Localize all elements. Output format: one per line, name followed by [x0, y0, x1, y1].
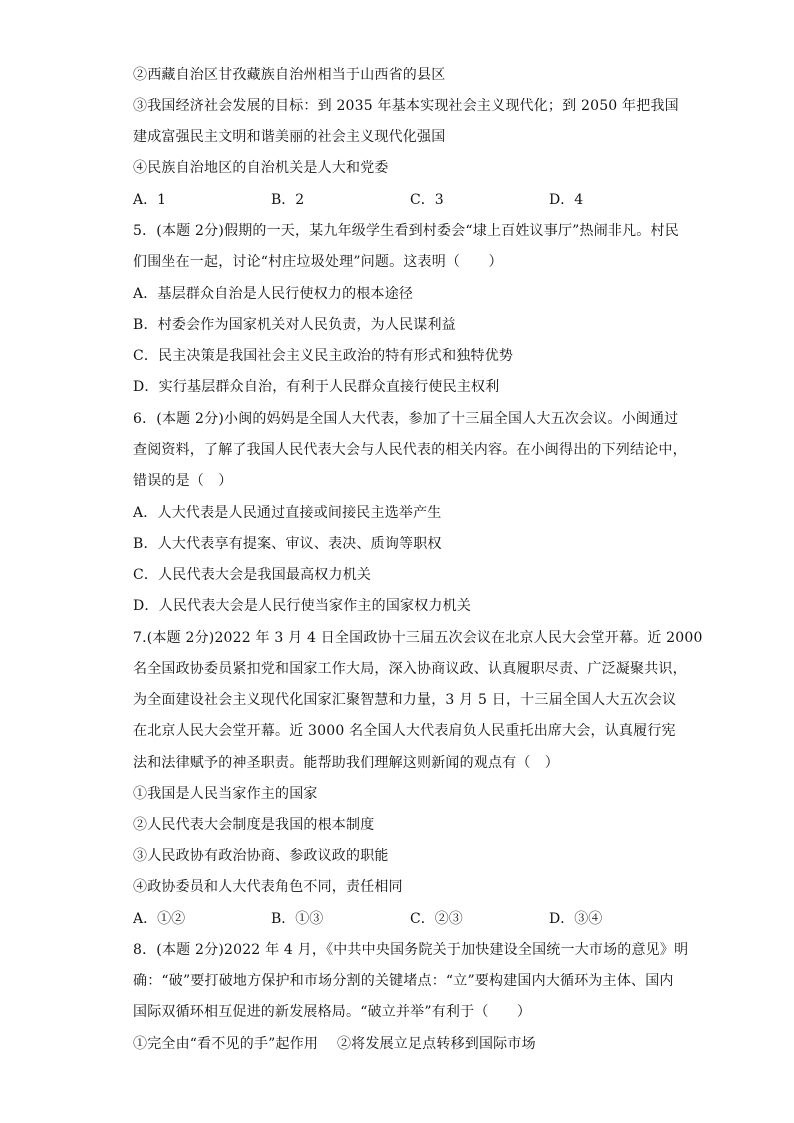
q8-stem-cont: 确：“破”要打破地方保护和市场分割的关键堵点：“立”要构建国内大循环为主体、国内	[133, 973, 674, 989]
q7-stem: 7.(本题 2分)2022 年 3 月 4 日全国政协十三届五次会议在北京人民大会堂开幕。近 2000	[133, 630, 703, 646]
q7-stem-cont-2: 为全面建设社会主义现代化国家汇聚智慧和力量，3 月 5 日，十三届全国人大五次会议	[133, 692, 677, 708]
q5-option-a: A．基层群众自治是人民行使权力的根本途径	[133, 286, 414, 302]
q5-option-c: C．民主决策是我国社会主义民主政治的特有形式和独特优势	[133, 348, 514, 364]
q6-stem-cont: 查阅资料，了解了我国人民代表大会与人民代表的相关内容。在小闽得出的下列结论中，	[133, 442, 687, 458]
q7-option-b: B．①③	[271, 911, 324, 927]
q5-stem-cont: 们围坐在一起，讨论“村庄垃圾处理”问题。这表明（ ）	[133, 254, 503, 270]
q4-option-d: D．4	[549, 192, 584, 208]
q6-stem: 6．(本题 2分)小闽的妈妈是全国人大代表，参加了十三届全国人大五次会议。小闽通过	[133, 411, 679, 427]
q6-option-c: C．人民代表大会是我国最高权力机关	[133, 567, 372, 583]
q7-option-d: D．③④	[549, 911, 603, 927]
q4-option-c: C．3	[410, 192, 444, 208]
q4-item-4: ④民族自治地区的自治机关是人大和党委	[133, 160, 389, 176]
q7-item-4: ④政协委员和人大代表角色不同，责任相同	[133, 879, 403, 895]
q5-option-b: B．村委会作为国家机关对人民负责，为人民谋利益	[133, 317, 456, 333]
q6-option-d: D．人民代表大会是人民行使当家作主的国家权力机关	[133, 598, 472, 614]
q4-item-2: ②西藏自治区甘孜藏族自治州相当于山西省的县区	[133, 67, 446, 83]
q7-option-a: A．①②	[133, 911, 186, 927]
q6-option-a: A．人大代表是人民通过直接或间接民主选举产生	[133, 505, 442, 521]
q7-stem-cont: 名全国政协委员紧扣党和国家工作大局，深入协商议政、认真履职尽责、广泛凝聚共识，	[133, 661, 687, 677]
q4-item-3-cont: 建成富强民主文明和谐美丽的社会主义现代化强国	[133, 129, 446, 145]
q7-item-2: ②人民代表大会制度是我国的根本制度	[133, 817, 375, 833]
q7-stem-cont-3: 在北京人民大会堂开幕。近 3000 名全国人大代表肩负人民重托出席大会，认真履行宪	[133, 723, 676, 739]
q4-option-a: A．1	[133, 192, 167, 208]
q6-stem-cont-2: 错误的是（ ）	[133, 473, 233, 489]
q7-option-c: C．②③	[410, 911, 463, 927]
q5-stem: 5．(本题 2分)假期的一天，某九年级学生看到村委会“埭上百姓议事厅”热闹非凡。村民	[133, 223, 679, 239]
q8-stem: 8．(本题 2分)2022 年 4 月，《中共中央国务院关于加快建设全国统一大市场的意见》明	[133, 942, 689, 958]
q7-item-3: ③人民政协有政治协商、参政议政的职能	[133, 848, 389, 864]
q7-stem-cont-4: 法和法律赋予的神圣职责。能帮助我们理解这则新闻的观点有（ ）	[133, 755, 559, 771]
q4-option-b: B．2	[271, 192, 305, 208]
q8-stem-cont-2: 国际双循环相互促进的新发展格局。“破立并举”有利于（ ）	[133, 1004, 532, 1020]
q8-items: ①完全由“看不见的手”起作用 ②将发展立足点转移到国际市场	[133, 1036, 536, 1052]
q5-option-d: D．实行基层群众自治，有利于人民群众直接行使民主权利	[133, 379, 500, 395]
q4-item-3: ③我国经济社会发展的目标：到 2035 年基本实现社会主义现代化；到 2050 年把我国	[133, 98, 679, 114]
q7-item-1: ①我国是人民当家作主的国家	[133, 786, 318, 802]
q6-option-b: B．人大代表享有提案、审议、表决、质询等职权	[133, 536, 442, 552]
